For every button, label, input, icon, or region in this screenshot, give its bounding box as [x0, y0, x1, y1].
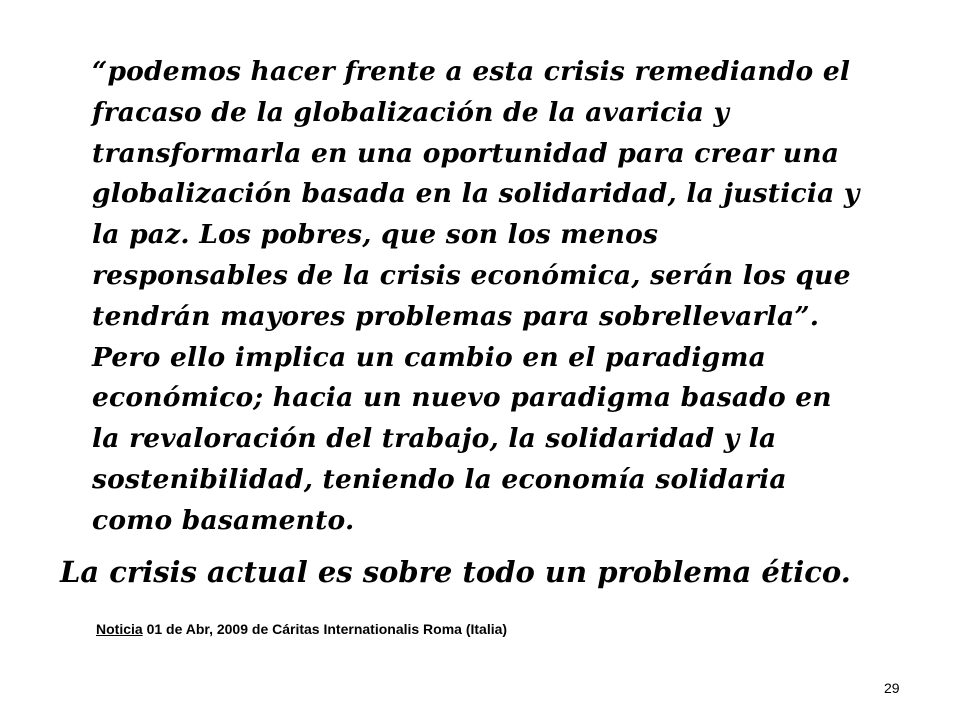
source-link[interactable]: Noticia	[96, 621, 143, 637]
quote-line: Pero ello implica un cambio en el paradigma	[92, 341, 767, 373]
quote-line: fracaso de la globalización de la avaricia y	[92, 96, 730, 128]
quote-line: responsables de la crisis económica, serán los que	[92, 259, 851, 291]
headline: La crisis actual es sobre todo un problema ético.	[60, 555, 851, 589]
quote-line: tendrán mayores problemas para sobrellevarla”.	[92, 300, 820, 332]
page-number: 29	[884, 680, 900, 696]
quote-line: globalización basada en la solidaridad, la justicia y	[92, 178, 860, 210]
quote-line: “podemos hacer frente a esta crisis remediando el	[92, 56, 851, 87]
quote-line: económico; hacia un nuevo paradigma basado en	[92, 382, 832, 414]
quote-line: como basamento.	[92, 504, 355, 536]
source-citation	[96, 620, 507, 638]
source-text: 01 de Abr, 2009 de Cáritas Internationalis Roma (Italia)	[142, 621, 508, 637]
quote-line: la revaloración del trabajo, la solidaridad y la	[92, 423, 777, 455]
quote-line: sostenibilidad, teniendo la economía solidaria	[92, 463, 787, 495]
quote-paragraph	[92, 52, 912, 542]
quote-line: la paz. Los pobres, que son los menos	[92, 219, 659, 251]
quote-line: transformarla en una oportunidad para crear una	[92, 137, 840, 169]
